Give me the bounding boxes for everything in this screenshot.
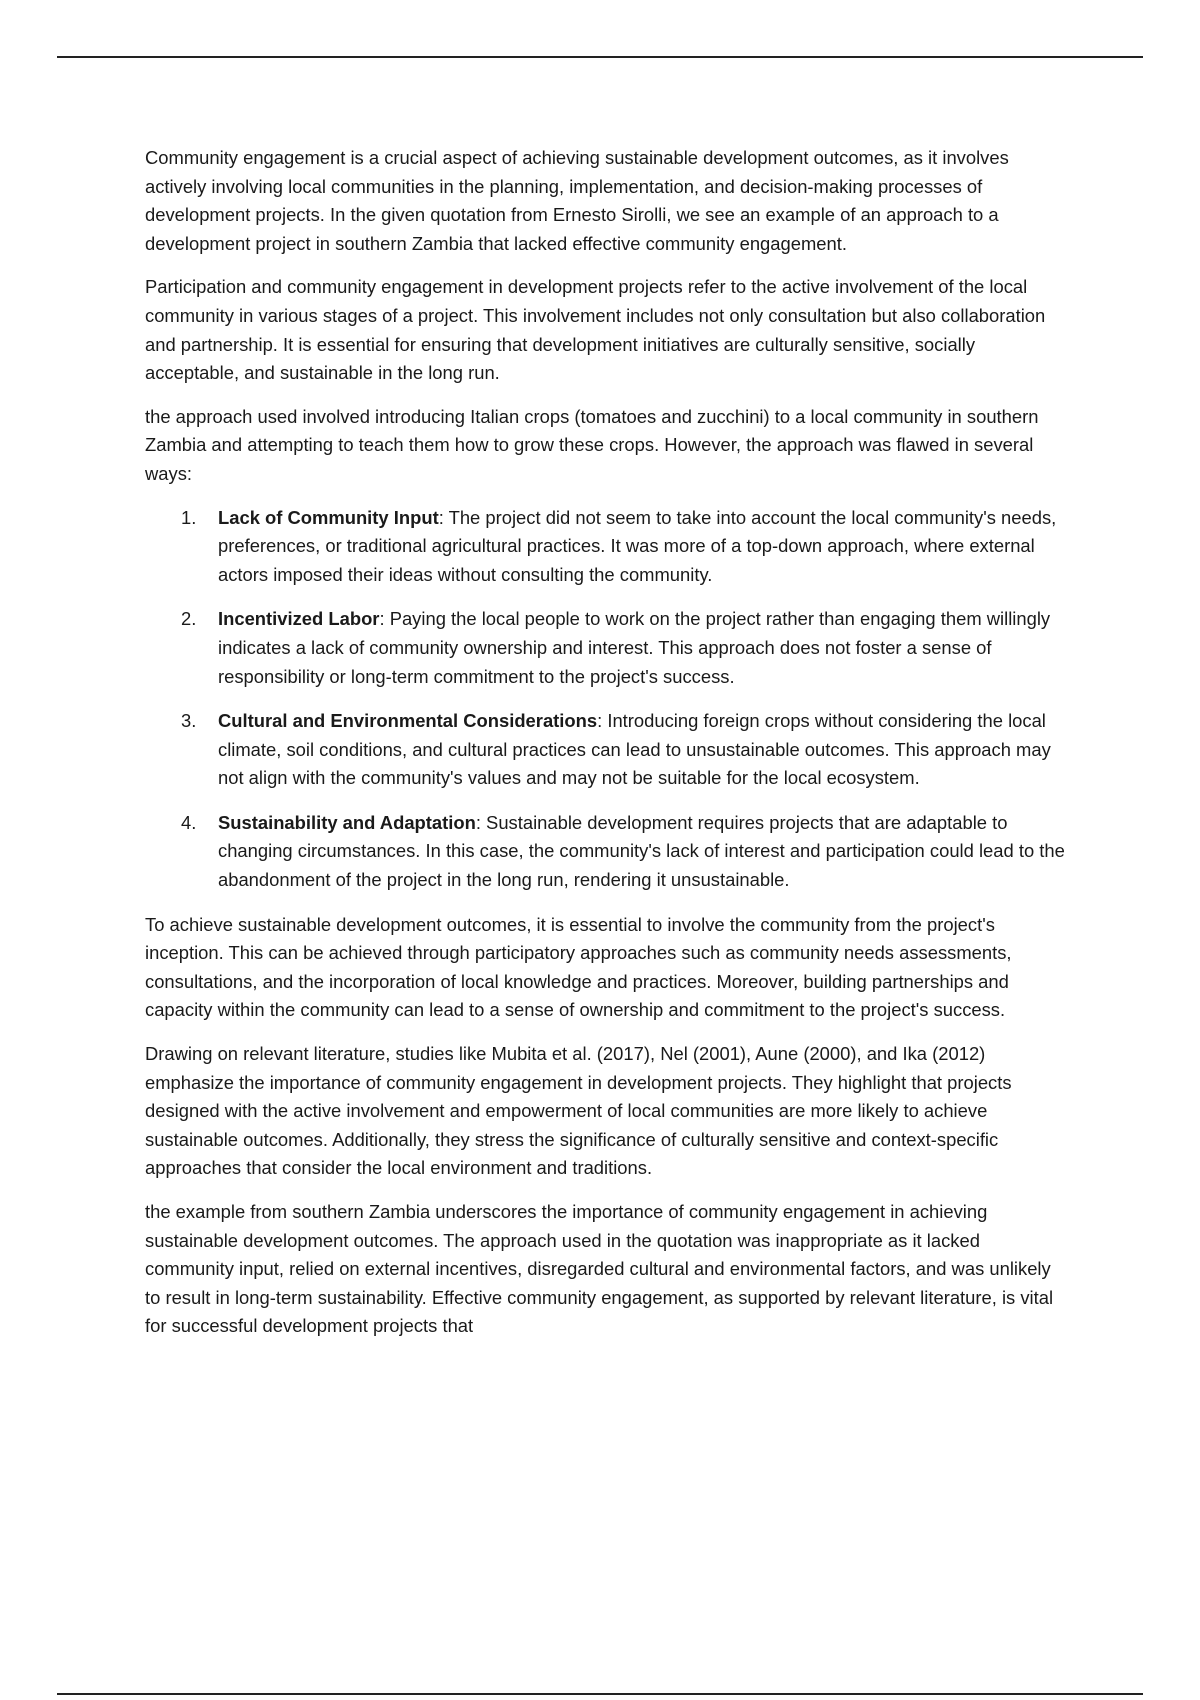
list-item-number: 4.: [181, 811, 197, 833]
list-item-number: 3.: [181, 710, 197, 732]
recommendation-paragraph: To achieve sustainable development outcomes, it is essential to involve the community from the project's inception. This can be achieved through participatory approaches such as community needs assessments, consultations, and the incorporation of local knowledge and practices. Moreover, building partnerships and capacity within the community can lead to a sense of ownership and commitment to the project's success.: [145, 913, 1012, 1021]
approach-paragraph: the approach used involved introducing Italian crops (tomatoes and zucchini) to a local community in southern Zambia and attempting to teach them how to grow these crops. However, the approach was flawed in several ways:: [145, 405, 1039, 484]
list-item-title: Sustainability and Adaptation: [218, 811, 476, 833]
header-rule: [57, 56, 1143, 58]
conclusion-paragraph: the example from southern Zambia underscores the importance of community engagement in achieving sustainable development outcomes. The approach used in the quotation was inappropriate as it lacked community input, relied on external incentives, disregarded cultural and environmental factors, and was unlikely to result in long-term sustainability. Effective community engagement, as supported by relevant literature, is vital for successful development projects that: [145, 1201, 1054, 1337]
list-item: [145, 605, 1065, 691]
list-item-number: 2.: [181, 608, 197, 630]
footer-rule: [57, 1693, 1143, 1695]
list-item-text: : Paying the local people to work on the project rather than engaging them willingly indicates a lack of community ownership and interest. This approach does not foster a sense of responsibility or long-term commitment to the project's success.: [218, 608, 1051, 687]
list-item: [145, 809, 1065, 895]
list-item-number: 1.: [181, 506, 197, 528]
flaws-list: [145, 504, 1065, 895]
intro-paragraph: Community engagement is a crucial aspect of achieving sustainable development outcomes, as it involves actively involving local communities in the planning, implementation, and decision-making processes of development projects. In the given quotation from Ernesto Sirolli, we see an example of an approach to a development project in southern Zambia that lacked effective community engagement.: [145, 147, 1009, 254]
literature-paragraph: Drawing on relevant literature, studies like Mubita et al. (2017), Nel (2001), Aune (2000), and Ika (2012) emphasize the importance of community engagement in development projects. They highlight that projects designed with the active involvement and empowerment of local communities are more likely to achieve sustainable outcomes. Additionally, they stress the significance of culturally sensitive and context-specific approaches that consider the local environment and traditions.: [145, 1043, 1012, 1179]
list-item-text: : Sustainable development requires projects that are adaptable to changing circumstances. In this case, the community's lack of interest and participation could lead to the abandonment of the project in the long run, rendering it unsustainable.: [218, 811, 1065, 891]
list-item: [145, 707, 1065, 793]
list-item-title: Cultural and Environmental Considerations: [218, 710, 598, 732]
definition-paragraph: Participation and community engagement in development projects refer to the active involvement of the local community in various stages of a project. This involvement includes not only consultation but also collaboration and partnership. It is essential for ensuring that development initiatives are culturally sensitive, socially acceptable, and sustainable in the long run.: [145, 276, 1046, 384]
list-item-text: : The project did not seem to take into account the local community's needs, preferences, or traditional agricultural practices. It was more of a top-down approach, where external actors imposed their ideas without consulting the community.: [218, 506, 1057, 585]
document-body: [145, 144, 1065, 1356]
list-item-text: : Introducing foreign crops without considering the local climate, soil conditions, and cultural practices can lead to unsustainable outcomes. This approach may not align with the community's values and may not be suitable for the local ecosystem.: [218, 710, 1051, 789]
list-item: [145, 504, 1065, 590]
list-item-title: Lack of Community Input: [218, 506, 439, 528]
list-item-title: Incentivized Labor: [218, 608, 380, 630]
